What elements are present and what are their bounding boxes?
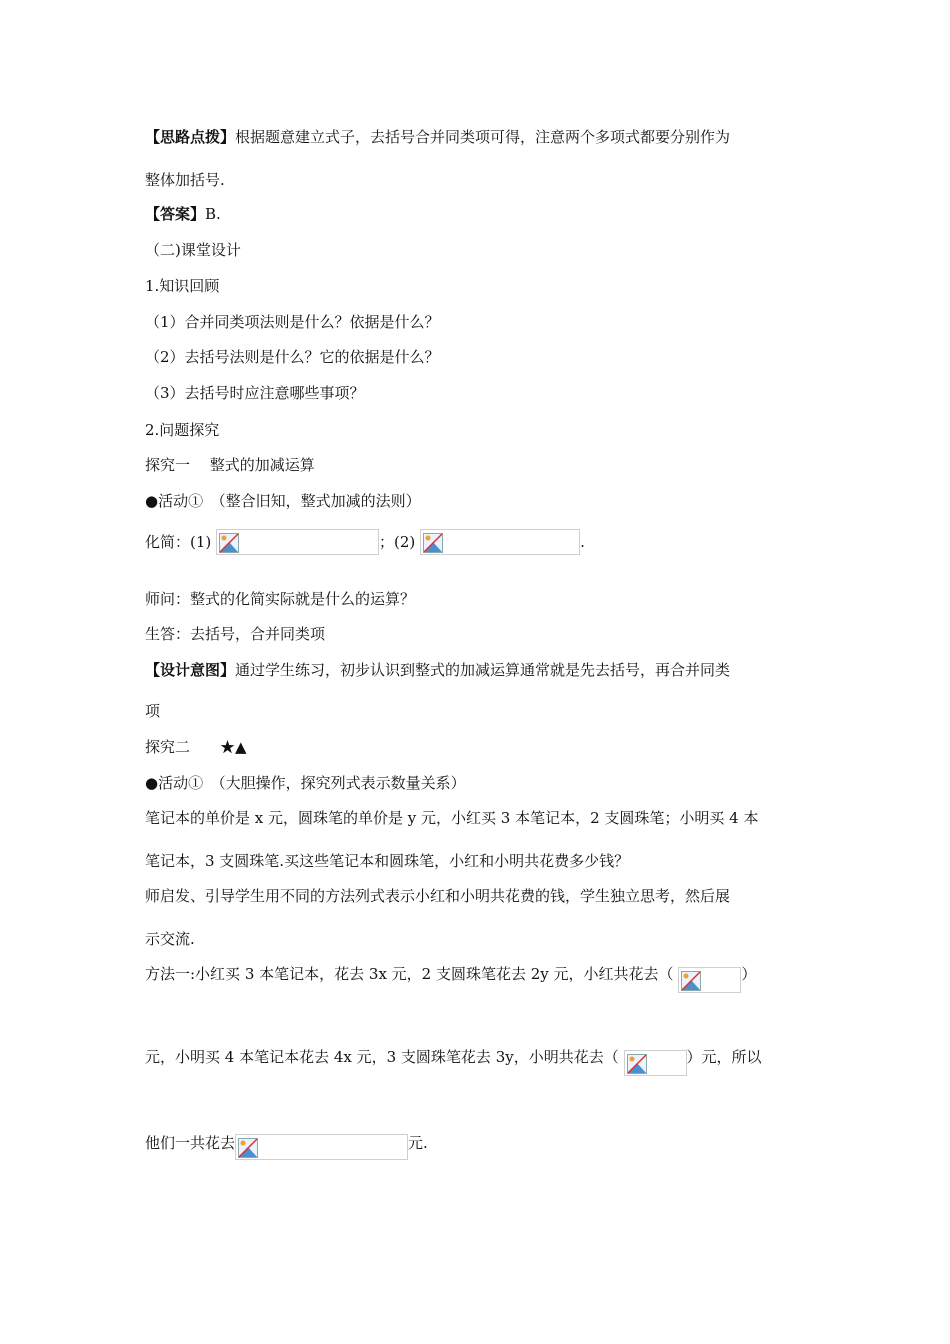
simplify-line [145, 529, 585, 555]
method1-text-f: 元. [408, 1134, 428, 1152]
intent-line-2: 项 [145, 702, 161, 720]
method1-text-b: ） [741, 965, 757, 983]
review-title: 1.知识回顾 [145, 277, 220, 295]
guide-line-2: 示交流. [145, 930, 195, 948]
review-q3: （3）去括号时应注意哪些事项？ [145, 384, 365, 402]
method1-line-1 [145, 964, 756, 993]
formula-image-1 [216, 529, 379, 555]
simplify-end: . [580, 533, 585, 551]
broken-image-icon [423, 533, 443, 553]
answer-image-1 [678, 967, 741, 993]
method1-text-e: 他们一共花去 [145, 1134, 236, 1152]
answer-image-2 [624, 1050, 687, 1076]
section-title: （二)课堂设计 [145, 241, 241, 259]
student-answer: 生答：去括号，合并同类项 [145, 625, 326, 643]
answer-text: B. [205, 205, 221, 223]
teacher-question: 师问：整式的化简实际就是什么的运算？ [145, 590, 416, 608]
answer-label: 【答案】 [145, 205, 206, 223]
simplify-label: 化简：(1) [145, 533, 212, 551]
explore-one-title: 探究一 整式的加减运算 [145, 456, 315, 474]
intent-label: 【设计意图】 [145, 661, 236, 679]
method1-text-d: ）元，所以 [686, 1048, 762, 1066]
hint-text-1: 根据题意建立式子，去括号合并同类项可得，注意两个多项式都要分别作为 [235, 128, 731, 146]
review-q2: （2）去括号法则是什么？它的依据是什么？ [145, 348, 440, 366]
formula-image-2 [420, 529, 580, 555]
activity-2: ●活动① （大胆操作，探究列式表示数量关系） [145, 774, 466, 792]
method1-text-a: 方法一:小红买 3 本笔记本，花去 3x 元，2 支圆珠笔花去 2y 元，小红共花去（ [145, 965, 674, 983]
problem-line-2: 笔记本，3 支圆珠笔.买这些笔记本和圆珠笔，小红和小明共花费多少钱？ [145, 852, 630, 870]
explore-two-title: 探究二 ★▲ [145, 738, 247, 756]
intent-text-1: 通过学生练习，初步认识到整式的加减运算通常就是先去括号，再合并同类 [235, 661, 731, 679]
method1-line-3 [145, 1133, 428, 1160]
problem-line-1: 笔记本的单价是 x 元，圆珠笔的单价是 y 元，小红买 3 本笔记本，2 支圆珠笔；小明买 4 本 [145, 809, 759, 827]
answer-line [145, 204, 221, 224]
method1-line-2 [145, 1047, 762, 1076]
simplify-sep: ；(2) [379, 533, 416, 551]
hint-line-2 [145, 170, 225, 190]
method1-text-c: 元，小明买 4 本笔记本花去 4x 元，3 支圆珠笔花去 3y，小明共花去（ [145, 1048, 619, 1066]
answer-image-3 [235, 1134, 408, 1160]
broken-image-icon [238, 1138, 258, 1158]
guide-line-1: 师启发、引导学生用不同的方法列式表示小红和小明共花费的钱，学生独立思考，然后展 [145, 887, 731, 905]
broken-image-icon [219, 533, 239, 553]
review-q1: （1）合并同类项法则是什么？依据是什么？ [145, 313, 440, 331]
hint-text-2: 整体加括号. [145, 171, 225, 189]
broken-image-icon [627, 1054, 647, 1074]
hint-line-1 [145, 127, 730, 147]
activity-1: ●活动① （整合旧知，整式加减的法则） [145, 492, 421, 510]
broken-image-icon [681, 971, 701, 991]
explore-title: 2.问题探究 [145, 421, 220, 439]
hint-label: 【思路点拨】 [145, 128, 236, 146]
intent-line-1 [145, 660, 730, 680]
